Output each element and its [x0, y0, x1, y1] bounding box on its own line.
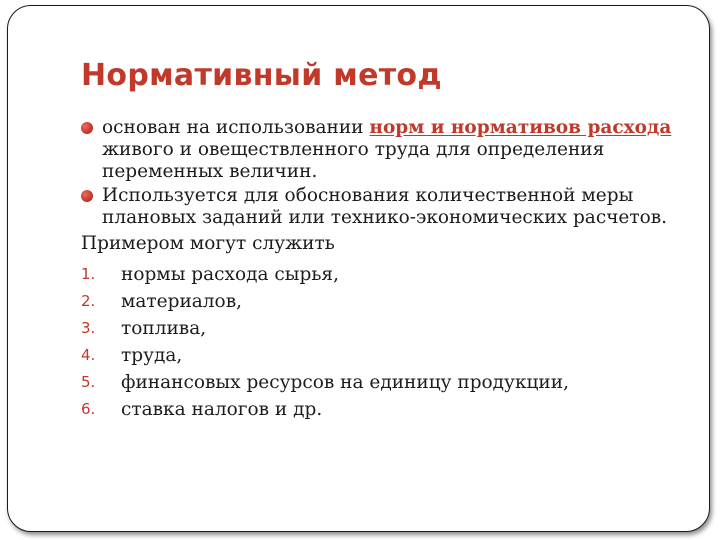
list-number: 4. [81, 346, 96, 364]
bullet-text-after: живого и овеществленного труда для определения переменных величин. [102, 139, 605, 182]
list-item [81, 342, 691, 369]
list-item-text: топлива, [121, 318, 207, 339]
highlighted-term: норм и нормативов расхода [369, 117, 672, 138]
examples-list [81, 261, 691, 423]
list-item-text: материалов, [121, 291, 242, 312]
bullet-item-2 [81, 185, 691, 229]
bullet-dot-icon [81, 122, 93, 134]
slide-body [81, 117, 691, 423]
list-item [81, 369, 691, 396]
list-item [81, 288, 691, 315]
examples-intro: Примером могут служить [81, 233, 335, 254]
list-item-text: ставка налогов и др. [121, 399, 323, 420]
list-item [81, 261, 691, 288]
bullet-dot-icon [81, 190, 93, 202]
list-item-text: труда, [121, 345, 183, 366]
list-number: 1. [81, 265, 96, 283]
list-item [81, 315, 691, 342]
list-number: 6. [81, 400, 96, 418]
list-item [81, 396, 691, 423]
slide-title: Нормативный метод [81, 58, 442, 93]
bullet-text-before: основан на использовании [102, 117, 370, 138]
list-number: 2. [81, 292, 96, 310]
list-item-text: финансовых ресурсов на единицу продукции, [121, 372, 569, 393]
list-number: 5. [81, 373, 96, 391]
bullet-item-1 [81, 117, 691, 183]
list-number: 3. [81, 319, 96, 337]
list-item-text: нормы расхода сырья, [121, 264, 339, 285]
bullet-text: Используется для обоснования количественной меры плановых заданий или технико-экономических расчетов. [102, 185, 668, 228]
